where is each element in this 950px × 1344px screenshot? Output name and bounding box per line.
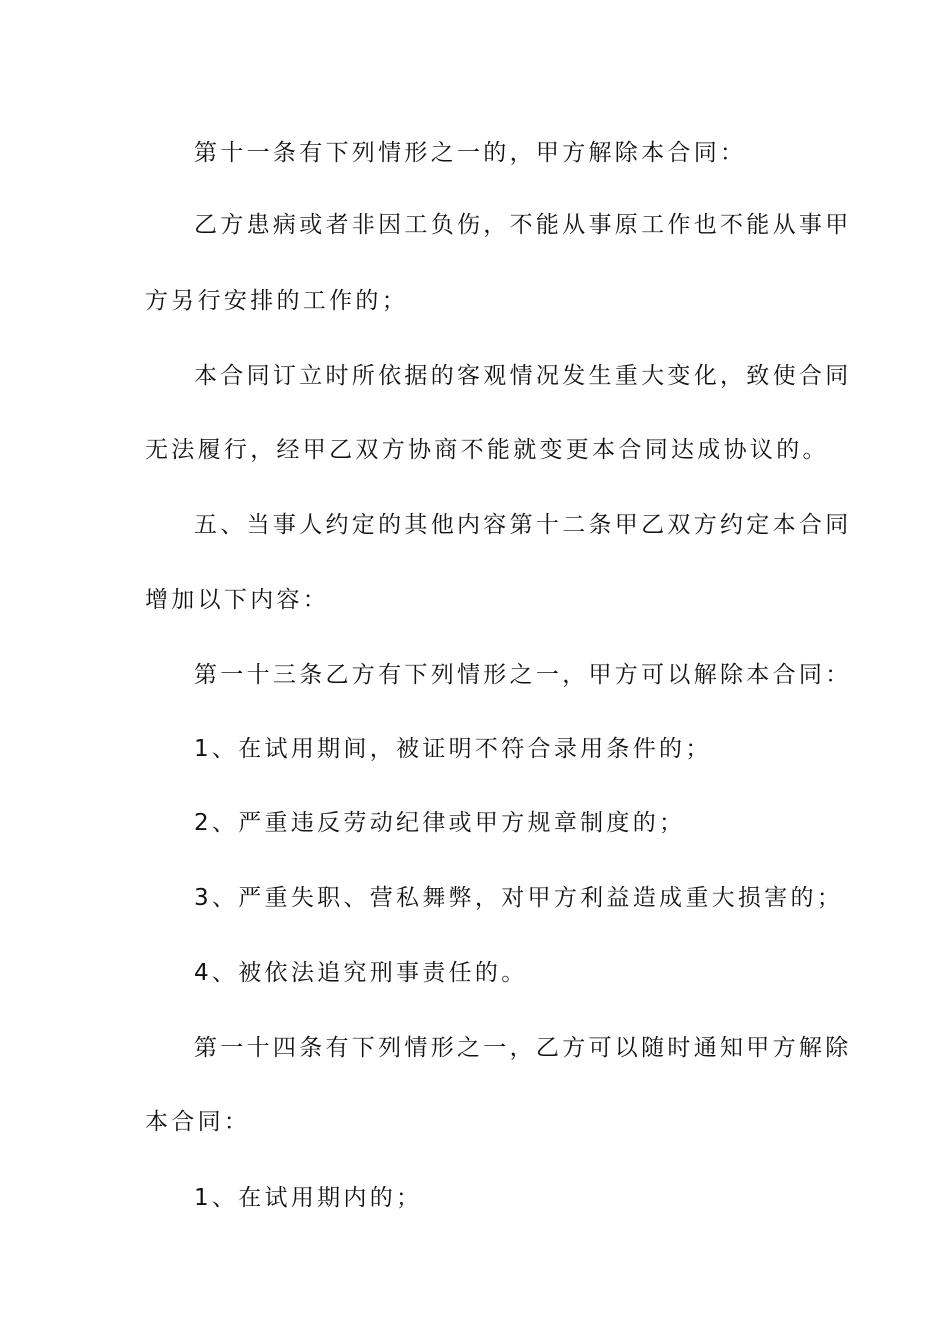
text-line: 增加以下内容：	[145, 587, 330, 613]
text-line: 乙方患病或者非因工负伤，不能从事原工作也不能从事甲	[194, 212, 852, 238]
text-line: 第一十三条乙方有下列情形之一，甲方可以解除本合同：	[194, 662, 852, 688]
list-item: 1、在试用期间，被证明不符合录用条件的；	[194, 736, 712, 762]
text-line: 第一十四条有下列情形之一，乙方可以随时通知甲方解除	[194, 1035, 852, 1061]
text-line: 无法履行，经甲乙双方协商不能就变更本合同达成协议的。	[145, 437, 829, 463]
text-line: 五、当事人约定的其他内容第十二条甲乙双方约定本合同	[194, 512, 852, 538]
list-item: 4、被依法追究刑事责任的。	[194, 960, 528, 986]
list-item: 1、在试用期内的；	[194, 1185, 423, 1211]
list-item: 3、严重失职、营私舞弊，对甲方利益造成重大损害的；	[194, 885, 844, 911]
text-line: 本合同：	[145, 1109, 251, 1135]
list-item: 2、严重违反劳动纪律或甲方规章制度的；	[194, 810, 686, 836]
text-line: 第十一条有下列情形之一的，甲方解除本合同：	[194, 140, 747, 166]
text-line: 方另行安排的工作的；	[145, 288, 408, 314]
text-line: 本合同订立时所依据的客观情况发生重大变化，致使合同	[194, 363, 852, 389]
